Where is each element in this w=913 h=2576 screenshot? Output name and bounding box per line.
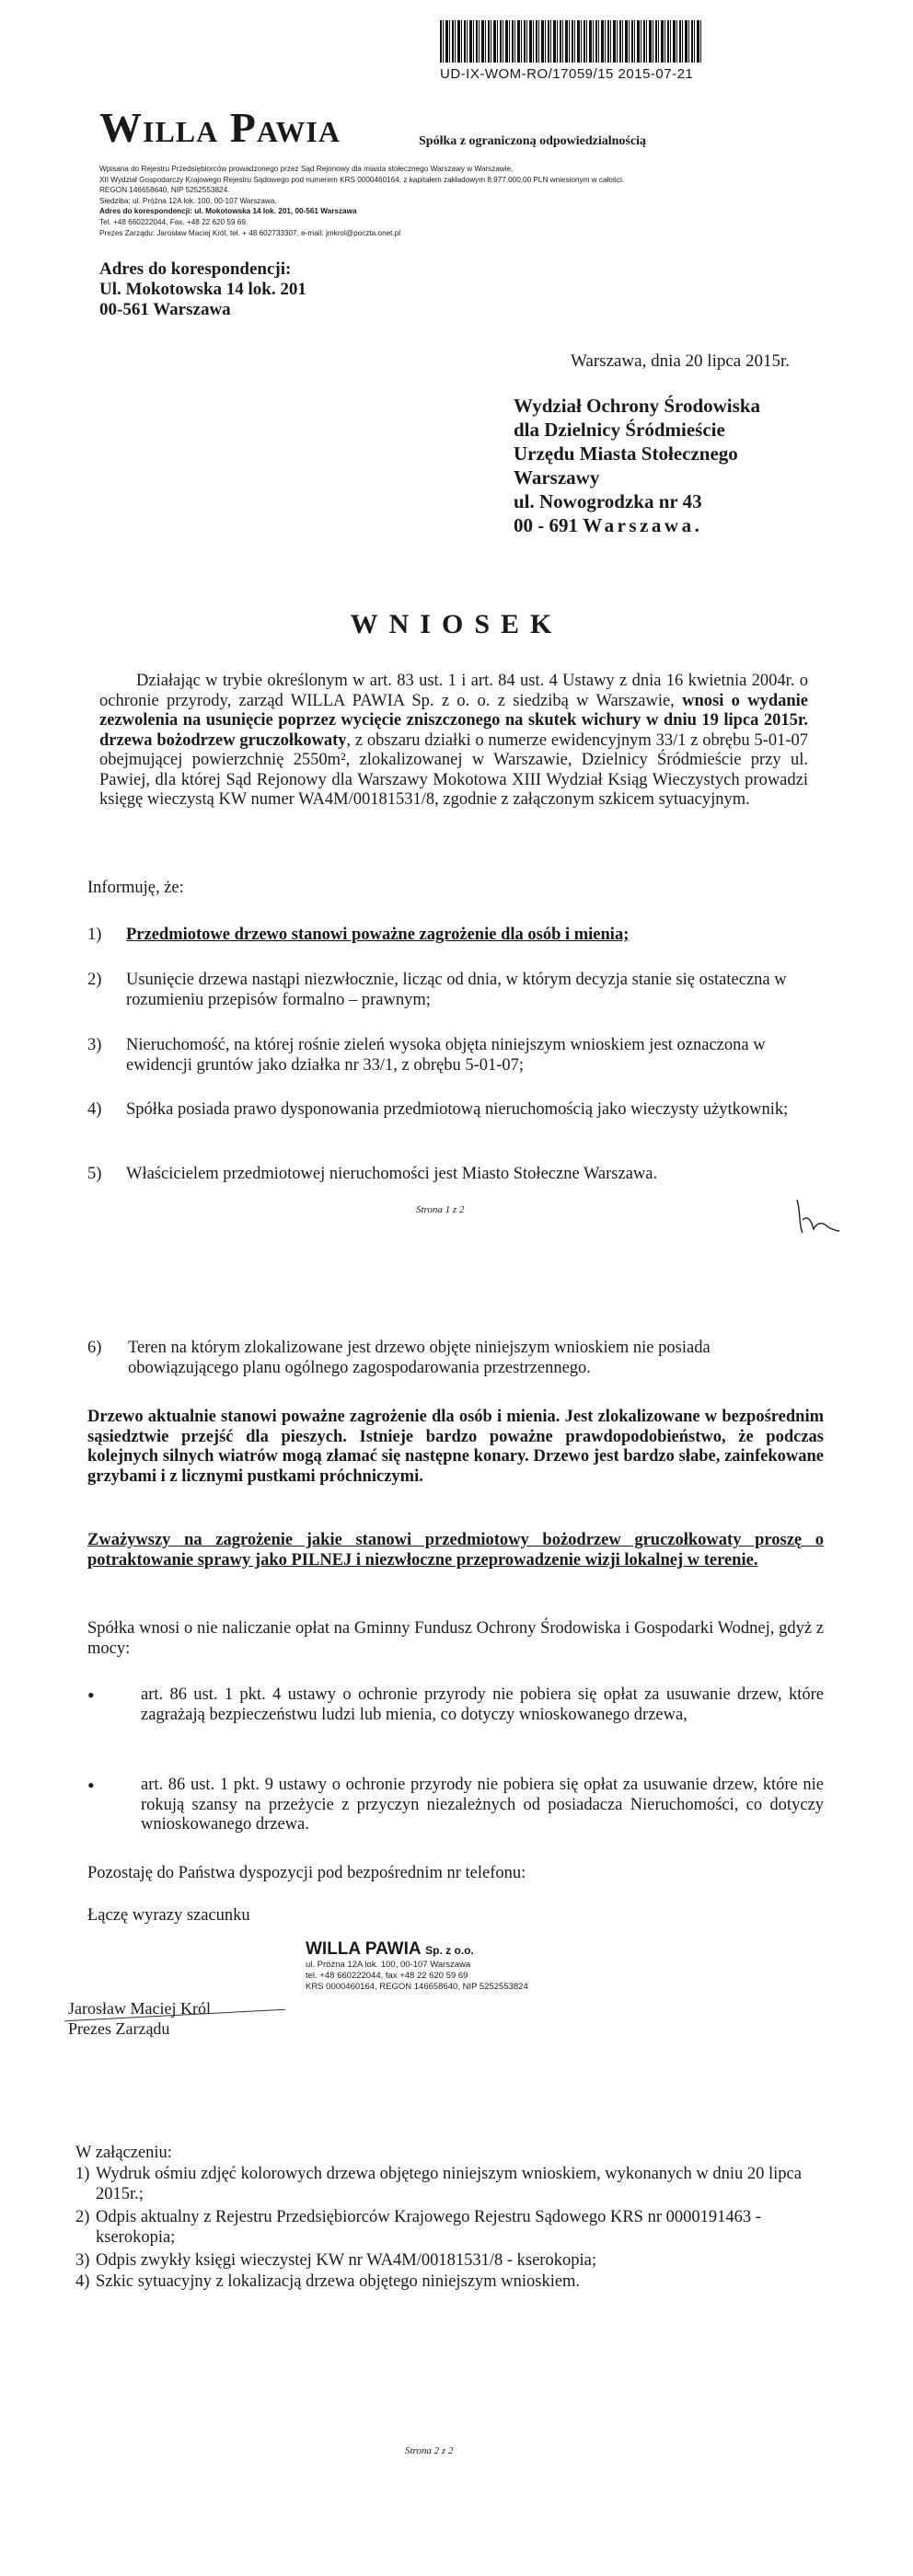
intro-text-cont: , z obszaru działki o numerze ewidencyjnym 33/1 z obrębu 5-01-07 obejmującej powierzchnię 2550m², zlokalizowanej w Warszawie, Dzielnicy Śródmieście przy ul. Pawiej, dla której Sąd Rejonowy dla Warszawy Mokotowa XIII Wydział Ksiąg Wieczystych prowadzi księgę wieczystą KW numer WA4M/00181531/8, zgodnie z załączonym szkicem sytuacyjnym. (99, 730, 808, 809)
recipient-line: Urzędu Miasta Stołecznego (514, 443, 738, 465)
phone-line: Pozostaję do Państwa dyspozycji pod bezpośrednim nr telefonu: (87, 1864, 526, 1882)
company-legal-form: Spółka z ograniczoną odpowiedzialnością (419, 134, 646, 148)
bullet-icon: • (87, 1774, 95, 1797)
list-item: 4) Szkic sytuacyjny z lokalizacją drzewa objętego niniejszym wnioskiem. (75, 2272, 821, 2293)
bullet-icon: • (87, 1684, 95, 1707)
signer-name: Jarosław Maciej Król (68, 1999, 211, 2018)
document-title: WNIOSEK (350, 609, 563, 639)
intro-paragraph (99, 672, 808, 811)
list-item: 3) Odpis zwykły księgi wieczystej KW nr WA4M/00181531/8 - kserokopia; (75, 2251, 821, 2271)
intro-text: Działając w trybie określonym w art. 83 ust. 1 i art. 84 ust. 4 Ustawy z dnia 16 kwietnia 2004r. o ochronie przyrody, zarząd WILLA PAWIA Sp. z o. o. z siedzibą w Warszawie, (99, 672, 808, 710)
stamp-suffix: Sp. z o.o. (425, 1944, 474, 1957)
date-line: Warszawa, dnia 20 lipca 2015r. (571, 351, 791, 371)
list-item: 2) Odpis aktualny z Rejestru Przedsiębiorców Krajowego Rejestru Sądowego KRS nr 0000191463 - kserokopia; (75, 2208, 821, 2248)
urgent-paragraph: Zważywszy na zagrożenie jakie stanowi przedmiotowy bożodrzew gruczołkowaty proszę o potraktowanie sprawy jako PILNEJ i niezwłoczne przeprowadzenie wizji lokalnej w terenie. (87, 1531, 824, 1570)
correspondence-address (99, 259, 306, 320)
registry-line: REGON 146658640, NIP 5252553824. (99, 186, 230, 195)
intro-request: wnosi o wydanie zezwolenia na usunięcie poprzez wycięcie zniszczonego na skutek wichury w dniu 19 lipca 2015r. drzewa bożodrzew gruczołkowaty (99, 691, 808, 750)
correspondence-city: 00-561 Warszawa (99, 300, 231, 319)
barcode-number: UD-IX-WOM-RO/17059/15 2015-07-21 (440, 66, 694, 82)
registry-info (99, 164, 744, 238)
list-item: 3) Nieruchomość, na której rośnie zieleń wysoka objęta niniejszym wnioskiem jest oznaczona w ewidencji gruntów jako działka nr 33/1, z obrębu 5-01-07; (87, 1036, 815, 1075)
fee-paragraph: Spółka wnosi o nie naliczanie opłat na Gminny Fundusz Ochrony Środowiska i Gospodarki Wodnej, gdyż z mocy: (87, 1619, 824, 1658)
list-item (87, 1776, 824, 1835)
list-item-text: Odpis zwykły księgi wieczystej KW nr WA4M/00181531/8 - kserokopia; (96, 2251, 596, 2270)
recipient-city: Warszawa. (583, 514, 703, 536)
list-item: 1) Przedmiotowe drzewo stanowi poważne zagrożenie dla osób i mienia; (87, 926, 815, 946)
closing-line: Łączę wyrazy szacunku (87, 1906, 250, 1925)
correspondence-label: Adres do korespondencji: (99, 259, 292, 279)
list-item: 5) Właścicielem przedmiotowej nieruchomości jest Miasto Stołeczne Warszawa. (87, 1165, 815, 1185)
list-item-text: Teren na którym zlokalizowane jest drzewo objęte niniejszym wnioskiem nie posiada obowiązującego planu ogólnego zagospodarowania przestrzennego. (128, 1339, 711, 1377)
recipient-line: ul. Nowogrodzka nr 43 (514, 490, 702, 512)
inform-label: Informuję, że: (87, 879, 184, 897)
attachments-label: W załączeniu: (75, 2144, 172, 2162)
correspondence-street: Ul. Mokotowska 14 lok. 201 (99, 280, 306, 299)
stamp-line: tel. +48 660222044, fax +48 22 620 59 69 (306, 1971, 468, 1981)
registry-line: Adres do korespondencji: ul. Mokotowska 14 lok. 201, 00-561 Warszawa (99, 207, 357, 216)
registry-line: Siedziba: ul. Próżna 12A lok. 100, 00-107 Warszawa. (99, 196, 277, 205)
recipient-line: dla Dzielnicy Śródmieście (514, 419, 725, 441)
registry-line: Wpisana do Rejestru Przedsiębiorców prowadzonego przez Sąd Rejonowy dla miasta stołecznego Warszawy w Warszawie, (99, 165, 514, 173)
recipient-line (514, 513, 760, 537)
list-item-text: Właścicielem przedmiotowej nieruchomości jest Miasto Stołeczne Warszawa. (126, 1165, 658, 1183)
list-item-text: Wydruk ośmiu zdjęć kolorowych drzewa objętego niniejszym wnioskiem, wykonanych w dniu 20 lipca 2015r.; (96, 2165, 802, 2203)
list-item-text: Nieruchomość, na której rośnie zieleń wysoka objęta niniejszym wnioskiem jest oznaczona w ewidencji gruntów jako działka nr 33/1, z obrębu 5-01-07; (126, 1036, 766, 1075)
list-item (87, 1685, 824, 1725)
registry-line: XII Wydział Gospodarczy Krajowego Rejestru Sądowego pod numerem KRS 0000460164, z kapitałem zakładowym 8.977.000,00 PLN wniesionym w całości. (99, 175, 625, 184)
list-item: 2) Usunięcie drzewa nastąpi niezwłocznie, licząc od dnia, w którym decyzja stanie się ostateczna w rozumieniu przepisów formalno – prawnym; (87, 971, 815, 1010)
stamp-line: KRS 0000460164, REGON 146658640, NIP 5252553824 (306, 1982, 528, 1992)
registry-line: Tel. +48 660222044, Fax. +48 22 620 59 69. (99, 217, 248, 226)
barcode (440, 20, 702, 63)
list-item: 4) Spółka posiada prawo dysponowania przedmiotową nieruchomością jako wieczysty użytkownik; (87, 1100, 815, 1121)
danger-paragraph: Drzewo aktualnie stanowi poważne zagrożenie dla osób i mienia. Jest zlokalizowane w bezpośrednim sąsiedztwie przejść dla pieszych. Istnieje bardzo poważne prawdopodobieństwo, że podczas kolejnych silnych wiatrów mogą złamać się następne konary. Drzewo jest bardzo słabe, zainfekowane grzybami i z licznymi pustkami próchniczymi. (87, 1408, 824, 1486)
list-item-text: Szkic sytuacyjny z lokalizacją drzewa objętego niniejszym wnioskiem. (96, 2272, 581, 2291)
list-item-text: art. 86 ust. 1 pkt. 4 ustawy o ochronie przyrody nie pobiera się opłat za usuwanie drzew, które zagrażają bezpieczeństwu ludzi lub mienia, co dotyczy wnioskowanego drzewa, (141, 1685, 824, 1724)
registry-line: Prezes Zarządu: Jarosław Maciej Król, tel. + 48 602733307, e-mail: jmkrol@poczta.onet.pl (99, 228, 401, 237)
list-item: 1) Wydruk ośmiu zdjęć kolorowych drzewa objętego niniejszym wnioskiem, wykonanych w dniu 20 lipca 2015r.; (75, 2165, 821, 2204)
recipient-line: Warszawy (514, 466, 600, 489)
company-logo: Willa Pawia (99, 104, 341, 151)
recipient-postcode: 00 - 691 (514, 514, 578, 536)
page-number: Strona 1 z 2 (416, 1204, 465, 1215)
signer-role: Prezes Zarządu (68, 2019, 170, 2038)
page-number: Strona 2 z 2 (405, 2445, 454, 2456)
list-item: 6) Teren na którym zlokalizowane jest drzewo objęte niniejszym wnioskiem nie posiada obowiązującego planu ogólnego zagospodarowania przestrzennego. (87, 1339, 824, 1378)
initials-mark (792, 1194, 843, 1238)
recipient-address (514, 394, 760, 537)
list-item-text: Spółka posiada prawo dysponowania przedmiotową nieruchomością jako wieczysty użytkownik; (126, 1100, 789, 1119)
recipient-line: Wydział Ochrony Środowiska (514, 395, 760, 417)
stamp-line: ul. Próżna 12A lok. 100, 00-107 Warszawa (306, 1960, 471, 1970)
signer-block (68, 1998, 211, 2039)
list-item-text: art. 86 ust. 1 pkt. 9 ustawy o ochronie przyrody nie pobiera się opłat za usuwanie drzew, które nie rokują szansy na przeżycie z przyczyn niezależnych od posiadacza Nieruchomości, co dotyczy wnioskowanego drzewa. (141, 1776, 824, 1834)
stamp-name: WILLA PAWIA (306, 1939, 421, 1959)
list-item-text: Odpis aktualny z Rejestru Przedsiębiorców Krajowego Rejestru Sądowego KRS nr 0000191463 - kserokopia; (96, 2208, 761, 2247)
list-item-text: Przedmiotowe drzewo stanowi poważne zagrożenie dla osób i mienia; (126, 926, 630, 944)
list-item-text: Usunięcie drzewa nastąpi niezwłocznie, licząc od dnia, w którym decyzja stanie się ostateczna w rozumieniu przepisów formalno – prawnym; (126, 971, 787, 1009)
company-stamp (306, 1939, 528, 1993)
